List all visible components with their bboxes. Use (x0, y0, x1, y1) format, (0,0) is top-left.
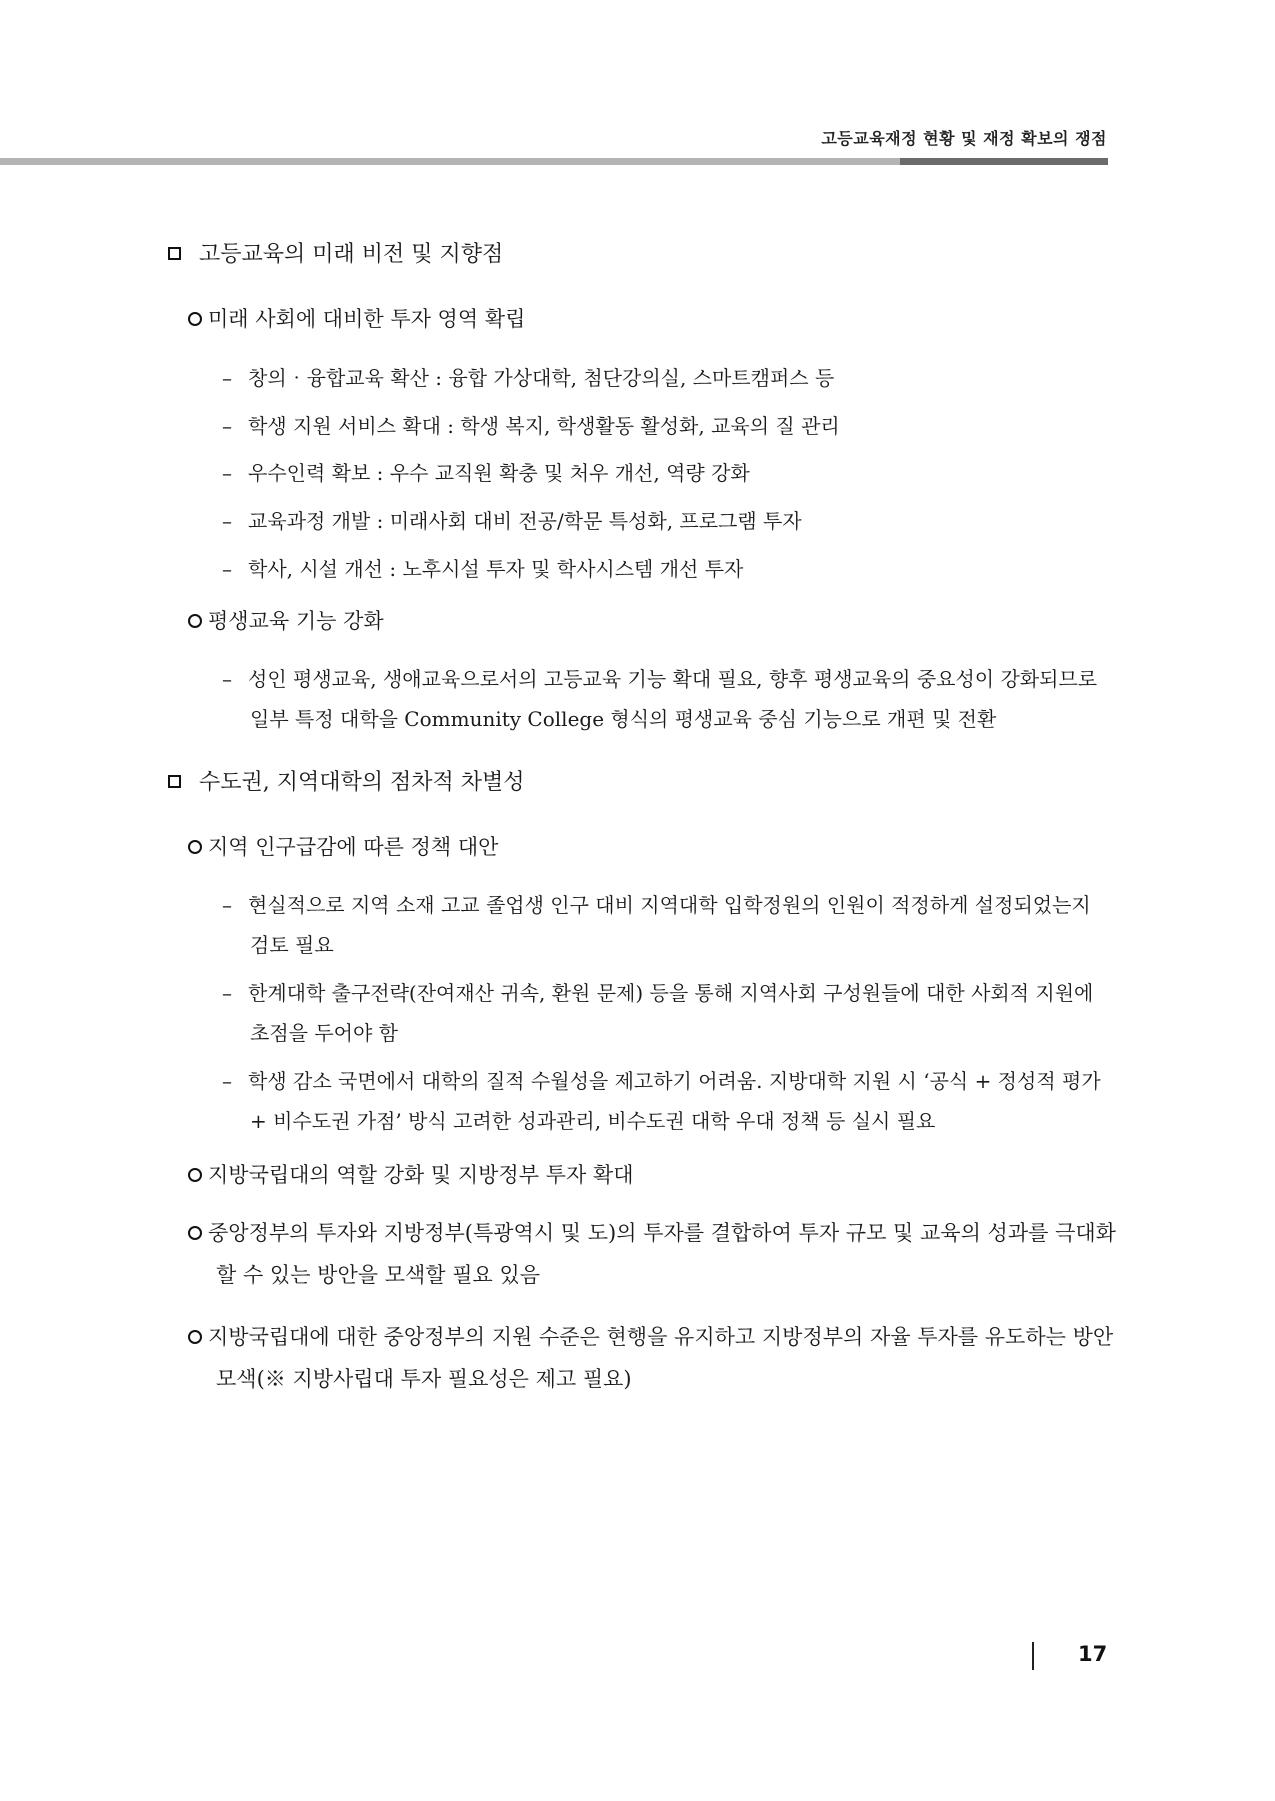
list-item: – 현실적으로 지역 소재 고교 졸업생 인구 대비 지역대학 입학정원의 인원이 적정하게 설정되었는지 (222, 893, 1091, 917)
section-heading: 수도권, 지역대학의 점차적 차별성 (168, 768, 525, 798)
list-item-continuation: 검토 필요 (250, 933, 334, 957)
subsection-title: 지방국립대에 대한 중앙정부의 지원 수준은 현행을 유지하고 지방정부의 자율 투자를 유도하는 방안 (188, 1322, 1113, 1352)
circle-bullet-icon (188, 1330, 202, 1344)
list-item: – 교육과정 개발 : 미래사회 대비 전공/학문 특성화, 프로그램 투자 (222, 509, 802, 533)
section-heading: 고등교육의 미래 비전 및 지향점 (168, 240, 503, 270)
list-item-continuation: 초점을 두어야 함 (250, 1021, 398, 1045)
list-item: – 학사, 시설 개선 : 노후시설 투자 및 학사시스템 개선 투자 (222, 557, 744, 581)
list-item: – 학생 감소 국면에서 대학의 질적 수월성을 제고하기 어려움. 지방대학 지원 시 ‘공식 + 정성적 평가 (222, 1069, 1101, 1093)
running-header: 고등교육재정 현황 및 재정 확보의 쟁점 (821, 129, 1107, 148)
subsection-title: 지역 인구급감에 따른 정책 대안 (188, 832, 498, 862)
subsection-title-continuation: 모색(※ 지방사립대 투자 필요성은 제고 필요) (216, 1367, 632, 1391)
subsection-title-continuation: 할 수 있는 방안을 모색할 필요 있음 (216, 1263, 541, 1287)
page-number: 17 (1078, 1642, 1108, 1666)
list-item: – 학생 지원 서비스 확대 : 학생 복지, 학생활동 활성화, 교육의 질 관리 (222, 414, 840, 438)
header-rule-accent (900, 158, 1108, 165)
list-item: – 우수인력 확보 : 우수 교직원 확충 및 처우 개선, 역량 강화 (222, 461, 750, 485)
checkbox-square-icon (168, 775, 181, 788)
checkbox-square-icon (168, 247, 181, 260)
subsection-title: 미래 사회에 대비한 투자 영역 확립 (188, 304, 525, 334)
page-number-divider (1032, 1642, 1034, 1670)
circle-bullet-icon (188, 1226, 202, 1240)
list-item: – 성인 평생교육, 생애교육으로서의 고등교육 기능 확대 필요, 향후 평생교육의 중요성이 강화되므로 (222, 667, 1098, 691)
circle-bullet-icon (188, 614, 202, 628)
list-item-continuation: + 비수도권 가점’ 방식 고려한 성과관리, 비수도권 대학 우대 정책 등 실시 필요 (250, 1109, 936, 1133)
list-item-continuation: 일부 특정 대학을 Community College 형식의 평생교육 중심 기능으로 개편 및 전환 (250, 707, 997, 731)
circle-bullet-icon (188, 840, 202, 854)
subsection-title: 지방국립대의 역할 강화 및 지방정부 투자 확대 (188, 1160, 633, 1190)
circle-bullet-icon (188, 312, 202, 326)
circle-bullet-icon (188, 1168, 202, 1182)
list-item: – 창의‧융합교육 확산 : 융합 가상대학, 첨단강의실, 스마트캠퍼스 등 (222, 366, 835, 390)
subsection-title: 중앙정부의 투자와 지방정부(특광역시 및 도)의 투자를 결합하여 투자 규모 및 교육의 성과를 극대화 (188, 1218, 1116, 1248)
subsection-title: 평생교육 기능 강화 (188, 606, 384, 636)
list-item: – 한계대학 출구전략(잔여재산 귀속, 환원 문제) 등을 통해 지역사회 구성원들에 대한 사회적 지원에 (222, 981, 1094, 1005)
